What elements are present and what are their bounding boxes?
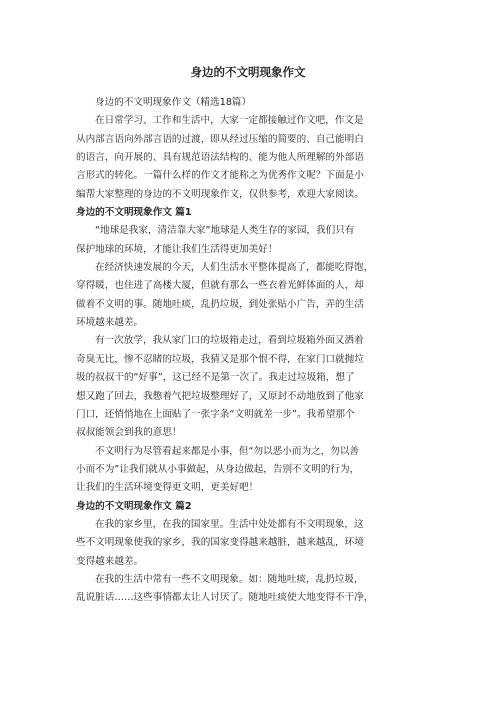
text-line: 叔叔能领会到我的意思！	[76, 427, 182, 439]
text-line: 在日常学习、工作和生活中，大家一定都接触过作文吧，作文是	[95, 115, 364, 127]
text-line: 些不文明现象使我的家乡，我的国家变得越来越脏，越来越乱，环境	[76, 537, 364, 549]
text-line: 穿得暖，也住进了高楼大厦，但就有那么一些衣着光鲜体面的人，却	[76, 280, 364, 292]
text-line: 门口，还悄悄地在上面贴了一张字条“文明就差一步”。我希望那个	[76, 408, 355, 420]
text-line: “地球是我家，清洁靠大家”地球是人类生存的家园，我们只有	[95, 225, 355, 237]
text-line: 不文明行为尽管看起来都是小事，但“勿以恶小而为之，勿以善	[95, 445, 360, 457]
document-title: 身边的不文明现象作文	[190, 65, 306, 79]
text-line: 言形式的转化。一篇什么样的作文才能称之为优秀作文呢？下面是小	[76, 170, 364, 182]
text-line: 环境越来越差。	[76, 317, 144, 329]
text-line: 在我的生活中常有一些不文明现象。如：随地吐痰，乱扔垃圾，	[95, 573, 364, 585]
document-body	[76, 94, 424, 608]
text-line: 乱说脏话……这些事情都太让人讨厌了。随地吐痰使大地变得不干净，	[76, 592, 374, 604]
text-line: 奇臭无比，惨不忍睹的垃圾，我猜又是那个恨不得，在家门口就抛垃	[76, 353, 364, 365]
text-line: 让我们的生活环境变得更文明，更美好吧！	[76, 482, 259, 494]
text-line: 保护地球的环境，才能让我们生活得更加美好！	[76, 243, 278, 255]
text-line: 做着不文明的事。随地吐痰，乱扔垃圾，到处张贴小广告，弄的生活	[76, 298, 364, 310]
text-line: 在经济快速发展的今天，人们生活水平整体提高了，都能吃得饱，	[95, 262, 374, 274]
text-line: 想又跑了回去，我憋着气把垃圾整理好了，又原封不动地放到了他家	[76, 390, 364, 402]
text-line: 编帮大家整理的身边的不文明现象作文，仅供参考，欢迎大家阅读。	[76, 188, 364, 200]
section-heading: 身边的不文明现象作文 篇1	[76, 207, 192, 219]
text-line: 身边的不文明现象作文（精选18篇）	[95, 97, 252, 108]
text-line: 圾的叔叔干的“好事”，这已经不是第一次了。我走过垃圾箱，想了	[76, 372, 355, 384]
text-line: 小而不为”让我们就从小事做起，从身边做起，告别不文明的行为，	[76, 463, 360, 475]
text-line: 在我的家乡里，在我的国家里。生活中处处都有不文明现象，这	[95, 518, 364, 530]
text-line: 有一次放学，我从家门口的垃圾箱走过，看到垃圾箱外面又洒着	[95, 335, 364, 347]
text-line: 变得越来越差。	[76, 555, 144, 567]
text-line: 的语言，向开展的、具有规范语法结构的、能为他人所理解的外部语	[76, 152, 364, 164]
text-line: 从内部言语向外部言语的过渡，即从经过压缩的简要的、自己能明白	[76, 133, 364, 145]
section-heading: 身边的不文明现象作文 篇2	[76, 500, 192, 512]
